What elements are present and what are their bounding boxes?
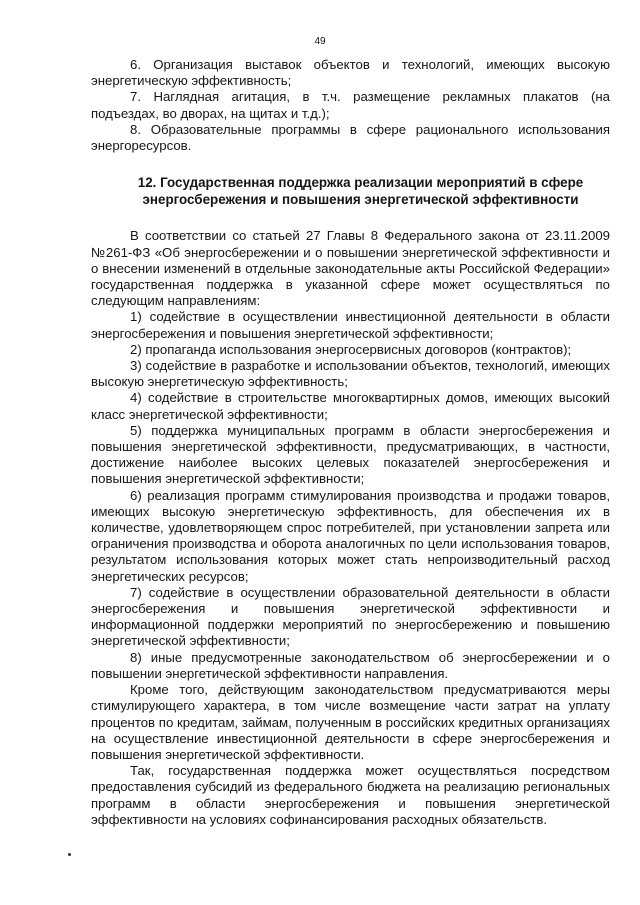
direction-item: 4) содействие в строительстве многоквартирных домов, имеющих высокий класс энергетической эффективности; bbox=[91, 390, 610, 422]
list-item-exhibitions: 6. Организация выставок объектов и технологий, имеющих высокую энергетическую эффективность; bbox=[91, 57, 610, 89]
direction-item: 1) содействие в осуществлении инвестиционной деятельности в области энергосбережения и повышения энергетической эффективности; bbox=[91, 309, 610, 341]
lead-paragraph: В соответствии со статьей 27 Главы 8 Федерального закона от 23.11.2009 №261-ФЗ «Об энергосбережении и о повышении энергетической эффективности и о внесении изменений в отдельные законодательные акты Российской Федерации» государственная поддержка в указанной сфере может осуществляться по следующим направлениям: bbox=[91, 228, 610, 309]
page-number: 49 bbox=[314, 36, 326, 47]
direction-item: 8) иные предусмотренные законодательством об энергосбережении и о повышении энергетической эффективности направления. bbox=[91, 649, 610, 681]
direction-item: 6) реализация программ стимулирования производства и продажи товаров, имеющих высокую энергетическую эффективность, для обеспечения их в количестве, удовлетворяющем спрос потребителей, при установлении запрета или ограничения производства и оборота аналогичных по цели использования товаров, результатом использования которых может стать непроизводительный расход энергетических ресурсов; bbox=[91, 487, 610, 584]
page-body bbox=[91, 57, 610, 828]
closing-paragraph-subsidies: Так, государственная поддержка может осуществляться посредством предоставления субсидий из федерального бюджета на реализацию региональных программ в области энергосбережения и повышения энергетической эффективности на условиях софинансирования расходных обязательств. bbox=[91, 763, 610, 827]
list-item-education-programs: 8. Образовательные программы в сфере рационального использования энергоресурсов. bbox=[91, 121, 610, 154]
section-heading: 12. Государственная поддержка реализации мероприятий в сфере энергосбережения и повышения энергетической эффективности bbox=[137, 175, 584, 207]
direction-item: 7) содействие в осуществлении образовательной деятельности в области энергосбережения и повышения энергетической эффективности и информационной поддержки мероприятий по энергосбережению и повышению энергетической эффективности; bbox=[91, 584, 610, 649]
scan-speck bbox=[68, 853, 71, 856]
closing-paragraph-incentives: Кроме того, действующим законодательством предусматриваются меры стимулирующего характера, в том числе возмещение части затрат на уплату процентов по кредитам, займам, полученным в российских кредитных организациях на осуществление инвестиционной деятельности в сфере энергосбережения и повышения энергетической эффективности. bbox=[91, 682, 610, 762]
direction-item: 2) пропаганда использования энергосервисных договоров (контрактов); bbox=[130, 341, 572, 357]
list-item-visual-campaign: 7. Наглядная агитация, в т.ч. размещение рекламных плакатов (на подъездах, во дворах, на щитах и т.д.); bbox=[91, 89, 610, 121]
direction-item: 5) поддержка муниципальных программ в области энергосбережения и повышения энергетической эффективности, предусматривающих, в частности, достижение наиболее высоких целевых показателей энергосбережения и повышения энергетической эффективности; bbox=[91, 422, 610, 487]
direction-item: 3) содействие в разработке и использовании объектов, технологий, имеющих высокую энергетическую эффективность; bbox=[91, 358, 610, 390]
